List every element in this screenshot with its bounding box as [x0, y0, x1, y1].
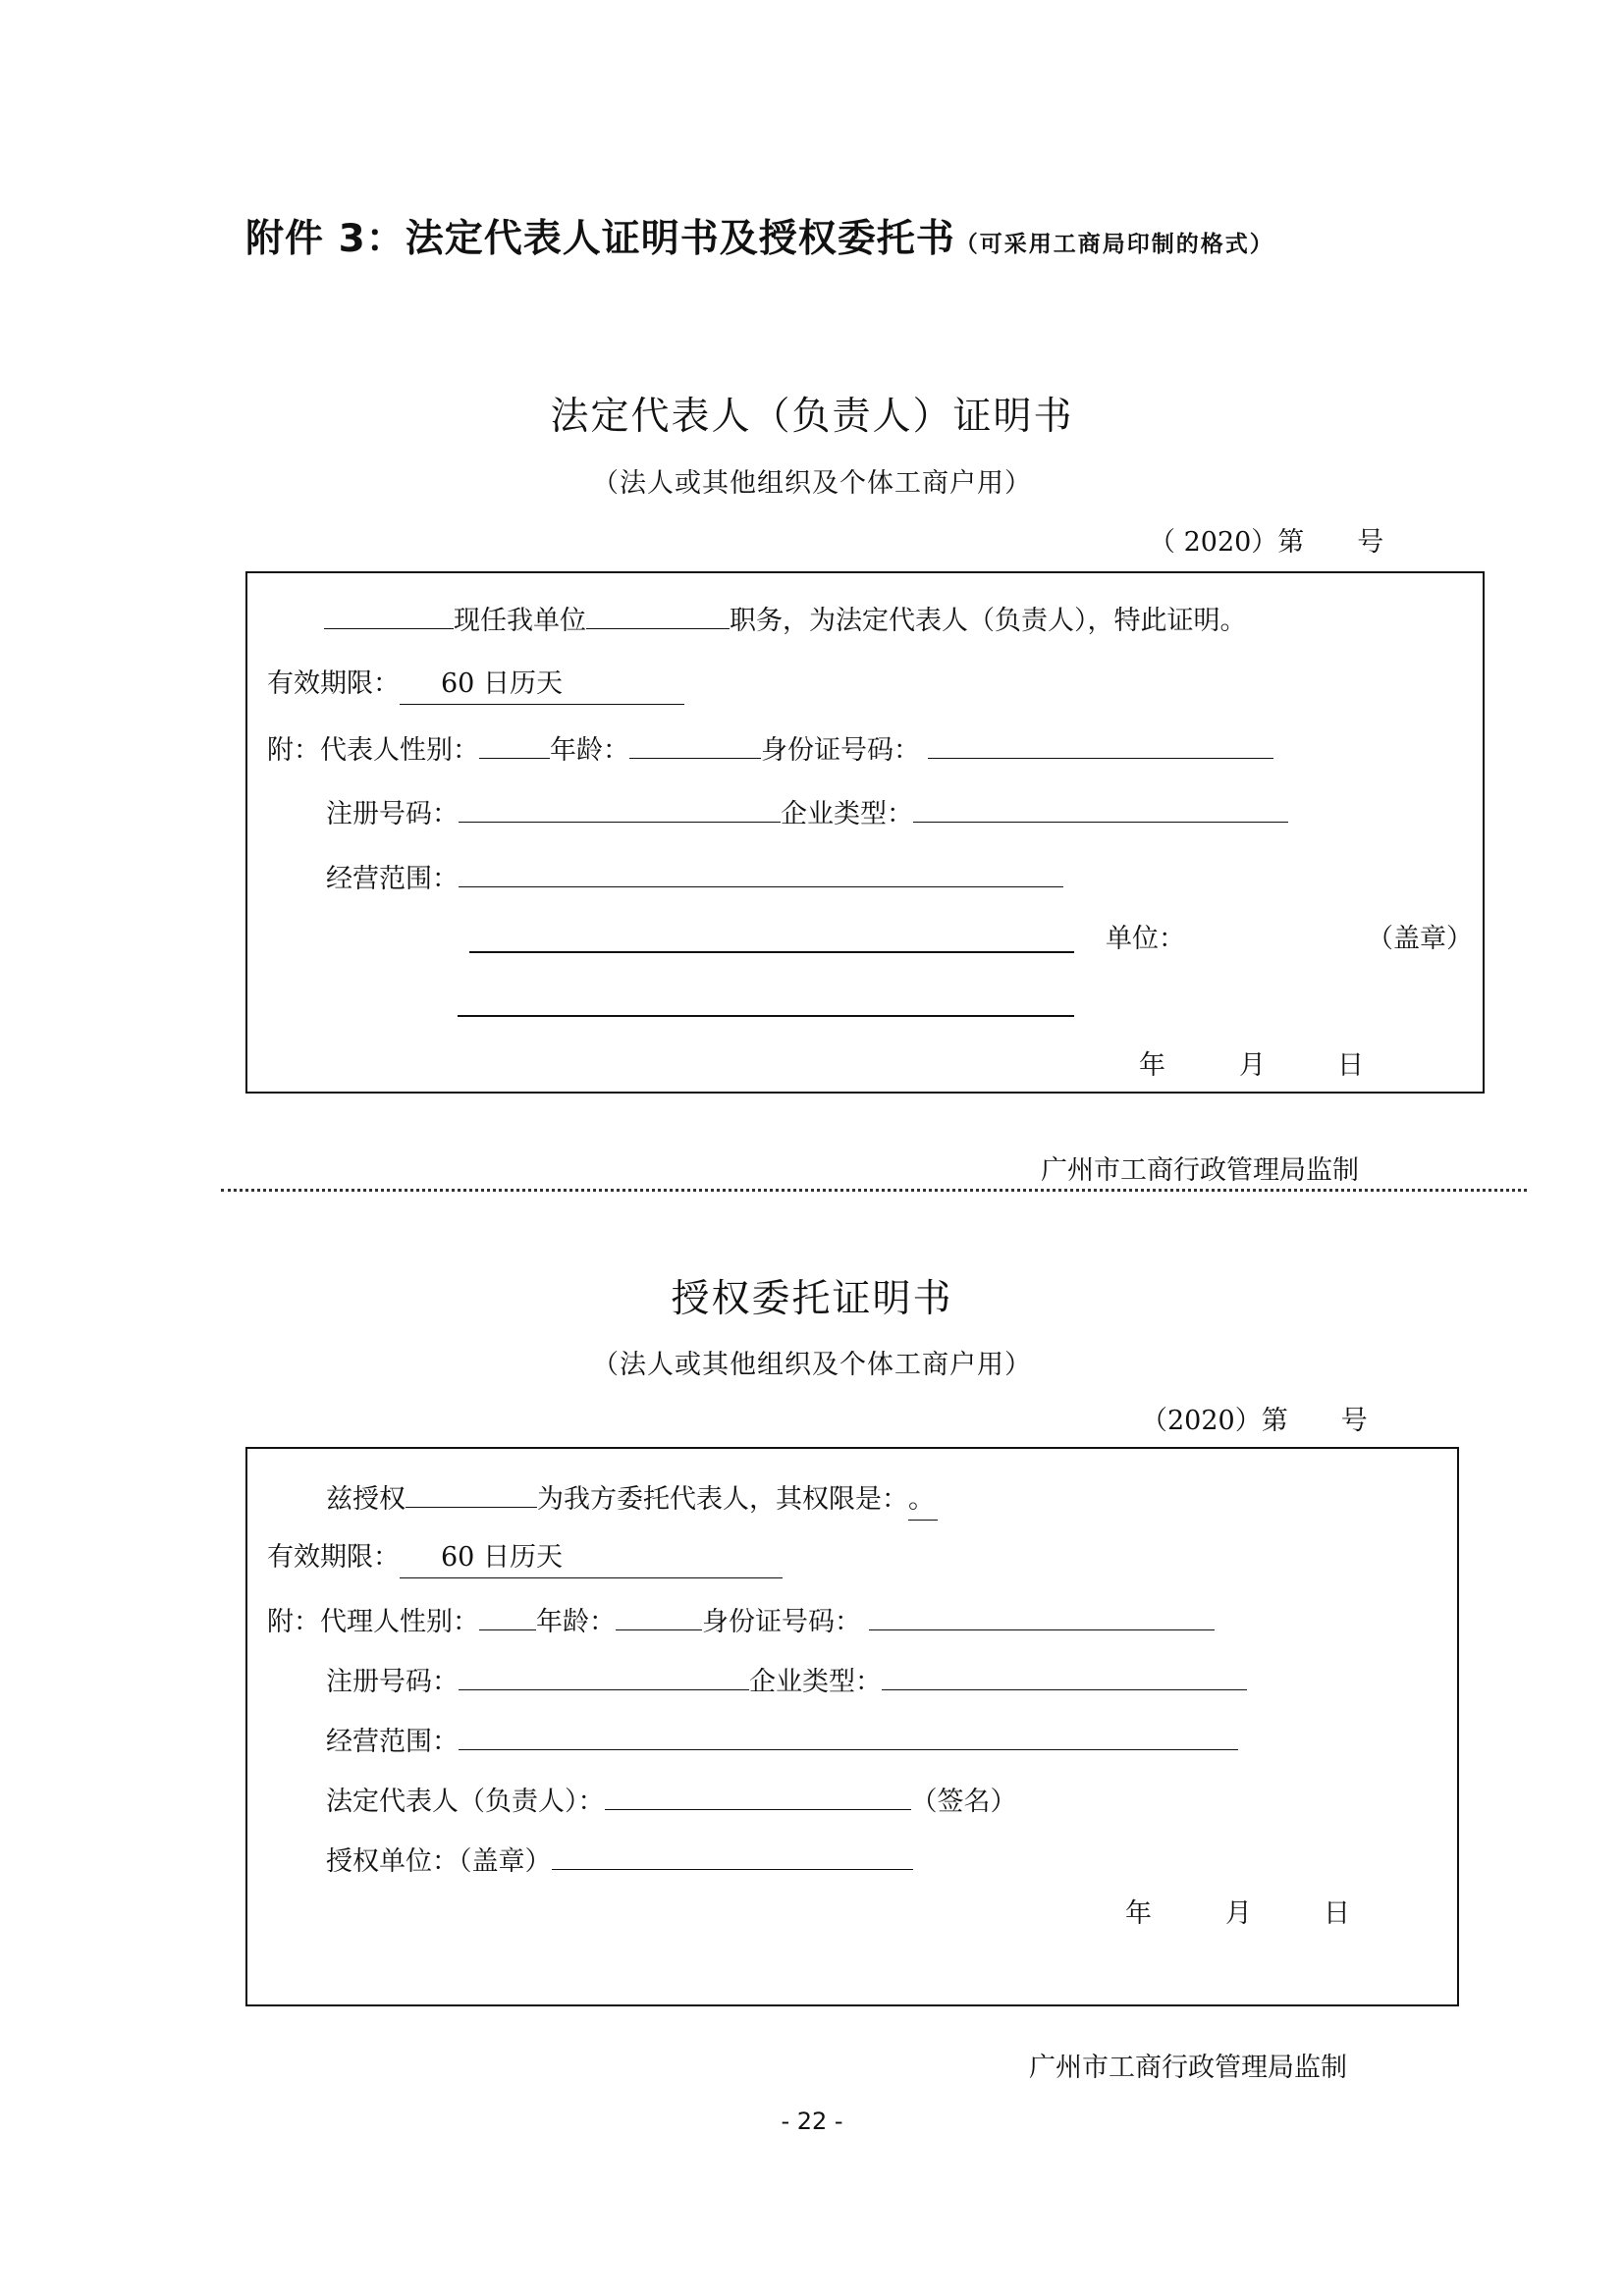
page-number: - 22 - — [781, 2108, 843, 2135]
cert1-position-blank[interactable] — [586, 599, 730, 629]
cert2-attach-row — [267, 1600, 1215, 1642]
cert2-line-1 — [326, 1477, 938, 1521]
cert2-sign-label: （签名） — [910, 1787, 1017, 1817]
cert2-validity-value[interactable]: 60 日历天 — [400, 1538, 783, 1578]
cert2-day: 日 — [1324, 1898, 1350, 1929]
cert1-seal-label: （盖章） — [1367, 924, 1473, 954]
cert2-reg-blank[interactable] — [459, 1660, 749, 1690]
cert2-agent-name-blank[interactable] — [406, 1477, 537, 1508]
cert2-type-label: 企业类型： — [749, 1667, 882, 1697]
cert1-line-1 — [324, 599, 1247, 641]
cert2-line1-b: 为我方委托代表人，其权限是： — [537, 1484, 908, 1515]
cert2-age-label: 年龄： — [536, 1607, 616, 1637]
cert1-validity-value[interactable]: 60 日历天 — [400, 665, 684, 705]
cert2-gender-label: 代理人性别： — [320, 1607, 479, 1637]
cert1-line1-b: 职务，为法定代表人（负责人），特此证明。 — [730, 606, 1247, 636]
cert2-gender-blank[interactable] — [479, 1600, 536, 1630]
cert1-gender-label: 代表人性别： — [320, 735, 479, 766]
cut-line-divider — [221, 1189, 1527, 1192]
cert1-id-label: 身份证号码： — [761, 735, 920, 766]
cert1-validity-row — [267, 665, 684, 705]
cert1-attach-row — [267, 728, 1273, 771]
cert2-id-blank[interactable] — [869, 1600, 1215, 1630]
cert2-auth-unit-label: 授权单位：（盖章） — [326, 1846, 552, 1877]
cert1-footer: 广州市工商行政管理局监制 — [1041, 1155, 1359, 1186]
cert1-age-blank[interactable] — [629, 728, 761, 759]
cert2-auth-unit-row — [326, 1840, 913, 1882]
cert2-reg-row — [326, 1660, 1247, 1702]
cert2-age-blank[interactable] — [616, 1600, 702, 1630]
cert2-type-blank[interactable] — [882, 1660, 1247, 1690]
cert1-year: 年 — [1139, 1050, 1165, 1081]
cert2-doc-number: （2020）第 号 — [1141, 1406, 1368, 1436]
cert1-day: 日 — [1337, 1050, 1364, 1081]
cert1-scope-blank-2[interactable] — [469, 951, 1074, 953]
cert1-validity-label: 有效期限： — [267, 668, 400, 699]
cert2-validity-label: 有效期限： — [267, 1542, 400, 1573]
cert1-type-label: 企业类型： — [781, 799, 913, 829]
cert2-attach-label: 附： — [267, 1607, 320, 1637]
cert1-attach-label: 附： — [267, 735, 320, 766]
cert2-legal-rep-blank[interactable] — [605, 1780, 911, 1810]
cert1-scope-blank-3[interactable] — [458, 1015, 1074, 1017]
cert2-reg-label: 注册号码： — [326, 1667, 459, 1697]
cert2-legal-rep-label: 法定代表人（负责人）： — [326, 1787, 605, 1817]
cert1-reg-row — [326, 792, 1288, 834]
cert1-id-blank[interactable] — [928, 728, 1273, 759]
cert1-reg-blank[interactable] — [459, 792, 781, 823]
attachment-heading — [245, 208, 1274, 263]
cert1-unit-label: 单位： — [1106, 924, 1185, 954]
cert1-name-blank[interactable] — [324, 599, 454, 629]
cert1-line1-a: 现任我单位 — [454, 606, 586, 636]
cert2-month: 月 — [1225, 1898, 1252, 1929]
cert1-gender-blank[interactable] — [479, 728, 550, 759]
cert2-id-label: 身份证号码： — [702, 1607, 861, 1637]
cert2-line1-c[interactable]: 。 — [908, 1480, 938, 1521]
attachment-heading-main: 附件 3：法定代表人证明书及授权委托书 — [245, 217, 955, 261]
cert2-year: 年 — [1125, 1898, 1152, 1929]
cert2-legal-rep-row — [326, 1780, 1017, 1822]
cert2-validity-row — [267, 1538, 783, 1578]
cert1-month: 月 — [1239, 1050, 1266, 1081]
cert1-type-blank[interactable] — [913, 792, 1288, 823]
cert2-line1-a: 兹授权 — [326, 1484, 406, 1515]
cert1-reg-label: 注册号码： — [326, 799, 459, 829]
cert2-subtitle: （法人或其他组织及个体工商户用） — [592, 1350, 1032, 1380]
cert1-title: 法定代表人（负责人）证明书 — [550, 395, 1074, 439]
cert2-scope-row — [326, 1720, 1238, 1762]
cert1-doc-number: （ 2020）第 号 — [1149, 527, 1384, 558]
cert1-subtitle: （法人或其他组织及个体工商户用） — [592, 468, 1032, 499]
cert2-footer: 广州市工商行政管理局监制 — [1029, 2053, 1347, 2083]
cert2-scope-label: 经营范围： — [326, 1727, 459, 1757]
cert2-scope-blank[interactable] — [459, 1720, 1238, 1750]
cert1-scope-row — [326, 857, 1063, 899]
cert1-scope-label: 经营范围： — [326, 864, 459, 894]
cert2-auth-unit-blank[interactable] — [552, 1840, 913, 1870]
cert2-title: 授权委托证明书 — [671, 1277, 953, 1321]
attachment-heading-note: （可采用工商局印制的格式） — [954, 232, 1274, 257]
cert1-age-label: 年龄： — [550, 735, 629, 766]
cert1-scope-blank-1[interactable] — [459, 857, 1063, 887]
